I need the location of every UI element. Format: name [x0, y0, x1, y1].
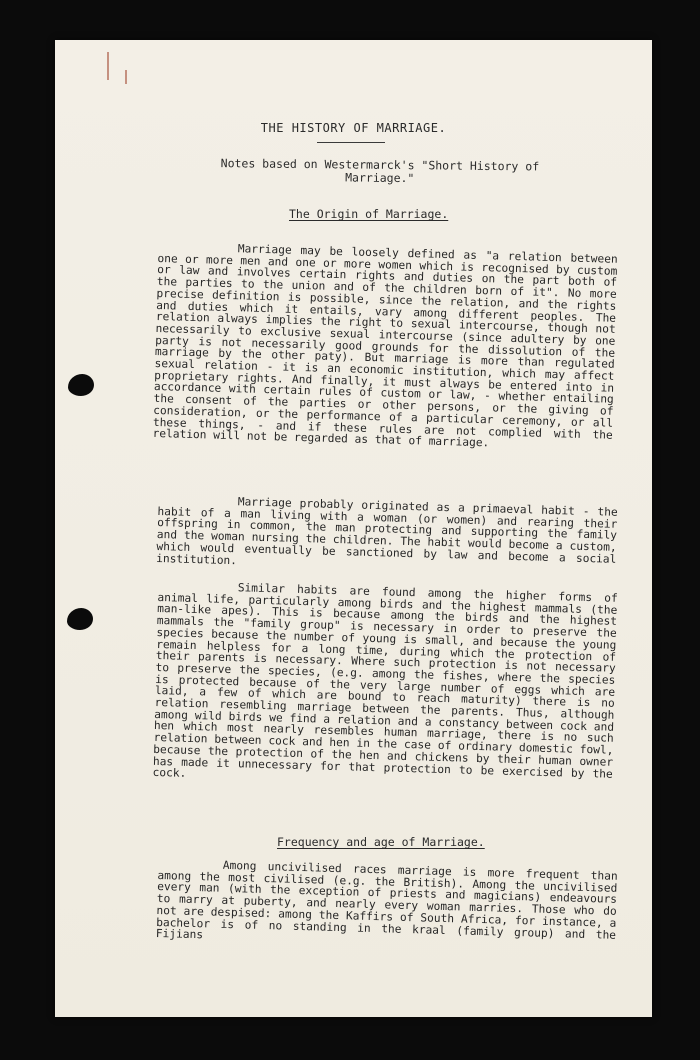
title-rule [317, 142, 385, 143]
stain-mark [125, 70, 127, 84]
punch-hole [68, 374, 94, 396]
page-title: THE HISTORY OF MARRIAGE. [260, 121, 447, 135]
paragraph-origin: Marriage probably originated as a primaeval habit - the habit of a man living with a woman (or women) and rearing their offspring in common, the man protecting and supporting the family and the woman nursing the children. The habit would become a custom, which would eventually be sanctioned by law and become a social institution. [156, 495, 618, 567]
section-heading-frequency: Frequency and age of Marriage. [277, 835, 485, 849]
punch-hole [67, 608, 93, 630]
paragraph-animal-habits: Similar habits are found among the higher forms of animal life, particularly among birds and the highest mammals (the man-like apes). This is because among the birds and the highest mammals the "family group" is necessary in order to preserve the species because the number of young is small, and because the young remain helpless for a long time, during which the protection of their parents is necessary. Where such protection is not necessary to preserve the species, (e.g. among the fishes, where the species is protected because of the very large number of eggs which are laid, a few of which are bound to reach maturity) there is no relation resembling marriage between the parents. Thus, although among wild birds we find a relation and a constancy between cock and hen which most nearly resembles human marriage, there is no such relation between cock and hen in the case of ordinary domestic fowl, because the protection of the hen and chickens by their human owner has made it unnecessary for that protection to be exercised by the cock. [152, 581, 618, 781]
page-subtitle: Notes based on Westermarck's "Short History of Marriage." [220, 156, 540, 186]
stain-mark [107, 52, 109, 80]
paragraph-definition: Marriage may be loosely defined as "a relation between one or more men and one or more women which is recognised by custom or law and involves certain rights and duties on the part both of the parties to the union and of the children born of it". No more precise definition is possible, since the relation, and the rights and duties which it entails, vary among different peoples. The relation always implies the right to sexual intercourse, though not necessarily to exclusive sexual intercourse (since adultery by one party is not necessarily good grounds for the dissolution of the marriage by the other paty). But marriage is more than regulated sexual relation - it is an economic institution, which may affect proprietary rights. And finally, it must always be entered into in accordance with certain rules of custom or law, - whether entailing the consent of the parties or other persons, or the giving of consideration, or the performance of a particular ceremony, or all these things, - and if these rules are not complied with the relation will not be regarded as that of marriage. [152, 242, 618, 450]
typed-page [55, 40, 652, 1017]
paragraph-frequency: Among uncivilised races marriage is more frequent than among the most civilised (e.g. the British). Among the uncivilised every man (with the exception of priests and magicians) endeavours to marry at puberty, and nearly every woman marries. Those who do not are despised: among the Kaffirs of South Africa, for instance, a bachelor is of no standing in the kraal (family group) and the Fijians [155, 858, 618, 942]
section-heading-origin: The Origin of Marriage. [289, 207, 449, 221]
